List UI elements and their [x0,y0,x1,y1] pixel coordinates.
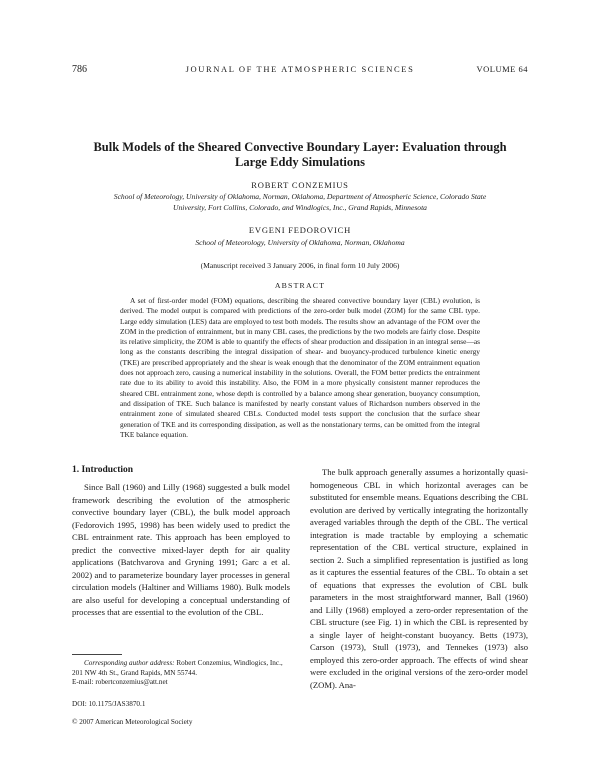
footnote-rule [72,654,122,655]
corresponding-label: Corresponding author address: [84,659,175,667]
section-heading-introduction: 1. Introduction [72,465,134,475]
abstract-heading: ABSTRACT [274,281,326,290]
page-number: 786 [72,64,87,75]
author-name-1: ROBERT CONZEMIUS [251,180,349,190]
introduction-left-column: Since Ball (1960) and Lilly (1968) suggested a bulk model framework describing the evolution of the atmospheric convective boundary layer (CBL), the bulk model approach (Fedorovich 1995, 1998) has been widely used to predict the CBL entrainment rate. This approach has been employed to predict the convective mixed-layer depth for air quality applications (Batchvarova and Gryning 1991; Garc a et al. 2002) and to parameterize boundary layer processes in general circulation models (Haltiner and Williams 1980). Bulk models are also useful for developing a conceptual understanding of processes that are essential to the evolution of the CBL. [72,482,290,617]
copyright-line: © 2007 American Meteorological Society [72,718,193,726]
corresponding-email: E-mail: robertconzemius@att.net [72,678,168,687]
introduction-right-column: The bulk approach generally assumes a horizontally quasi-homogeneous CBL in which horizontal averages can be substituted for ensemble means. Equations describing the CBL evolution are derived by vertically integrating the horizontally averaged variables through the depth of the CBL. The vertical integration is made tractable by employing a schematic representation of the CBL vertical structure, explained in section 2. Such a simplified representation is justified as long as it captures the essential features of the CBL. To obtain a set of equations that expresses the evolution of CBL bulk parameters in the most straightforward manner, Ball (1960) and Lilly (1968) employed a zero-order representation of the CBL structure (see Fig. 1) in which the CBL is represented by a single layer of height-constant buoyancy. Betts (1973), Carson (1973), Stull (1973), and Tennekes (1973) also employed this zero-order approach. The effects of wind shear were excluded in the original versions of the zero-order model (ZOM). Ana- [310,467,528,690]
author-affiliation-1: School of Meteorology, University of Oklahoma, Norman, Oklahoma, Department of Atmospheric Science, Colorado State University, Fort Collins, Colorado, and Windlogics, Inc., Grand Rapids, Minnesota [113,192,487,212]
author-name-2: EVGENI FEDOROVICH [248,225,352,235]
corresponding-address: Robert Conzemius, Windlogics, Inc., 201 NW 4th St., Grand Rapids, MN 55744. [72,659,283,677]
paper-title: Bulk Models of the Sheared Convective Boundary Layer: Evaluation through Large Eddy Simulations [93,140,507,169]
journal-name: JOURNAL OF THE ATMOSPHERIC SCIENCES [185,64,415,74]
abstract-text: A set of first-order model (FOM) equations, describing the sheared convective boundary layer (CBL) evolution, is derived. The model output is compared with predictions of the zero-order bulk model (ZOM) for the same CBL type. Large eddy simulation (LES) data are employed to test both models. The results show an advantage of the FOM over the ZOM in the prediction of entrainment, but in many CBL cases, the predictions by the two models are fairly close. Despite its relative simplicity, the ZOM is able to quantify the effects of shear production and dissipation in an integral sense—as long as the constants describing the integral dissipation of shear- and buoyancy-produced turbulence kinetic energy (TKE) are prescribed appropriately and the shear is weak enough that the denominator of the ZOM entrainment equation does not approach zero, causing a numerical instability in the solutions. Overall, the FOM better predicts the entrainment rate due to its ability to avoid this instability. Also, the FOM in a more physically consistent manner reproduces the sheared CBL entrainment zone, whose depth is controlled by a balance among shear generation, buoyancy consumption, and dissipation of TKE. Such balance is manifested by nearly constant values of Richardson numbers observed in the entrainment zone of simulated sheared CBLs. Conducted model tests support the conclusion that the surface shear generation of TKE and its corresponding dissipation, as well as the nonstationary terms, can be omitted from the integral TKE balance equation. [120,296,480,439]
corresponding-author-note [72,659,292,688]
doi-line: DOI: 10.1175/JAS3870.1 [72,700,146,708]
author-affiliation-2: School of Meteorology, University of Oklahoma, Norman, Oklahoma [195,238,405,247]
manuscript-dates: (Manuscript received 3 January 2006, in final form 10 July 2006) [200,261,400,270]
volume-label: VOLUME 64 [476,64,528,74]
